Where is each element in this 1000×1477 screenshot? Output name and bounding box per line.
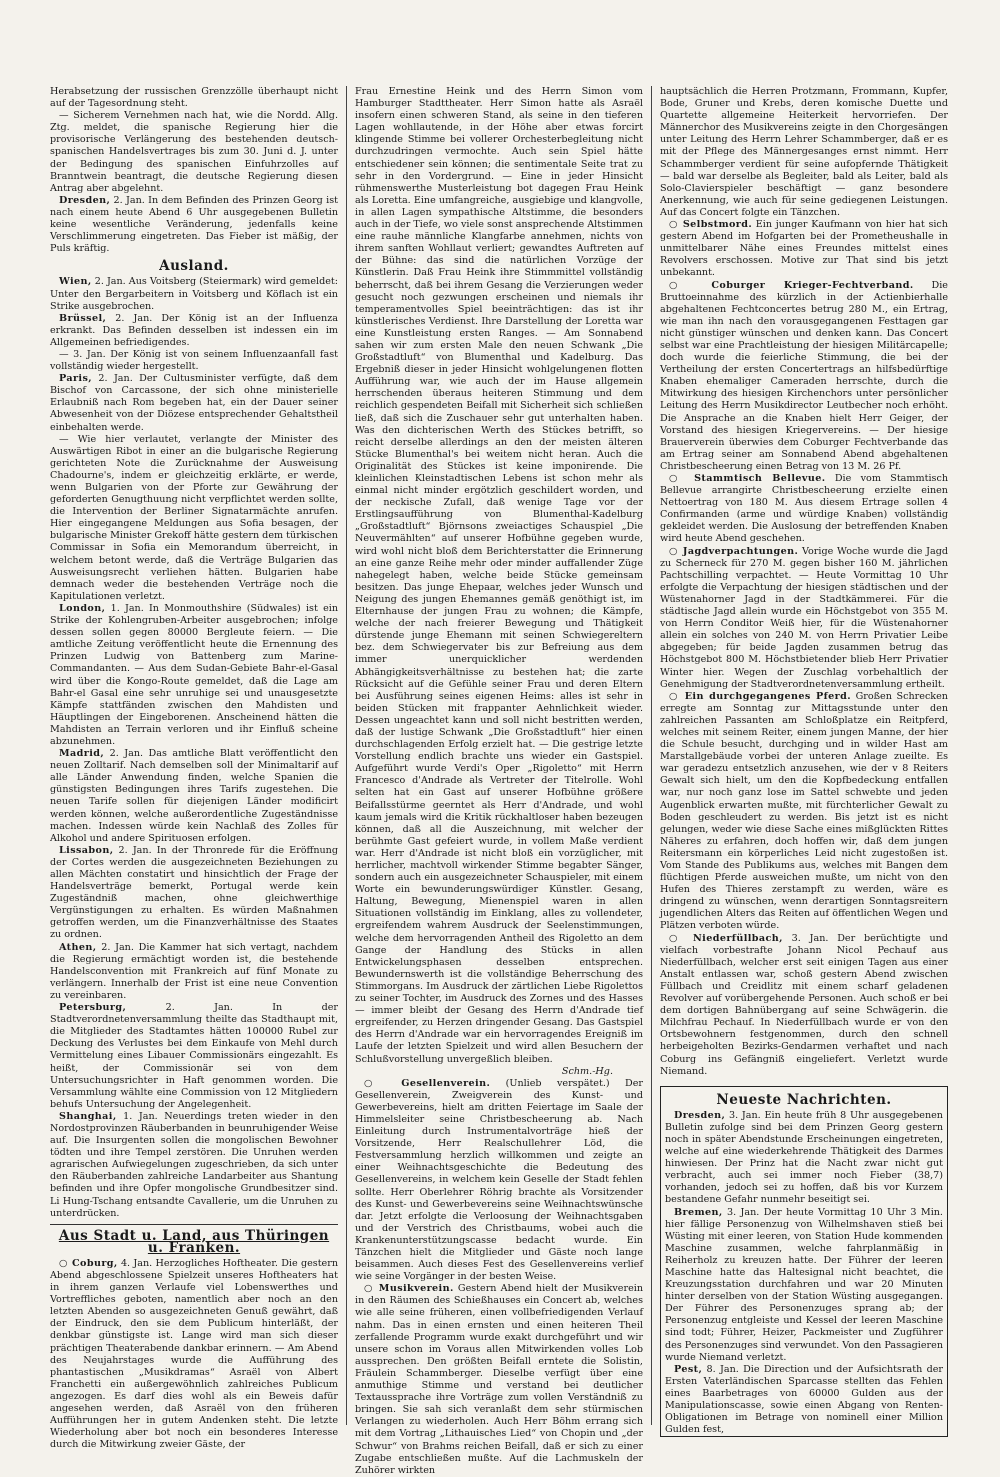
column-divider — [651, 86, 652, 1425]
author-signature: Schm.-Hg. — [561, 1065, 613, 1077]
paragraph — [50, 313, 338, 349]
dateline: Brüssel, — [59, 312, 107, 324]
column-divider — [346, 86, 347, 1425]
dateline: ○ Musikverein. — [364, 1283, 454, 1295]
paragraph — [660, 219, 948, 279]
dateline: ○ Gesellenverein. — [364, 1077, 491, 1089]
paragraph-text: 3. Jan. Der berüchtigte und vielfach vorbestrafte Johann Nicol Pechauf aus Niederfüllbach, welcher erst seit einigen Tagen aus einer Anstalt entlassen war, schoß gestern Abend zwischen Füllbach und Creidlitz mit einem scharf geladenen Revolver auf vorübergehende Personen. Auch schoß er bei dem dortigen Bahnübergang auf seine Schwägerin. die Milchfrau Pechauf. In Niederfüllbach wurde er von den Ortsbewohnern festgenommen, durch den schnell herbeigeholten Bezirks-Gendarmen verhaftet und nach Coburg ins Gefängniß eingeliefert. Verletzt wurde Niemand. — [660, 932, 948, 1077]
dateline: Athen, — [59, 941, 97, 953]
paragraph — [660, 691, 948, 933]
paragraph — [50, 373, 338, 433]
paragraph — [660, 546, 948, 691]
paragraph: — Wie hier verlautet, verlangte der Minister des Auswärtigen Ribot in einer an die bulgarische Regierung gerichteten Note die Zurücknahme der Ausweisung Chadourne's, indem er gleichzeitig erklärte, er werde, wenn Bulgarien von der Pforte zur Gewährung der geforderten Genugthuung nicht verpflichtet werden sollte, die Intervention der Berliner Signatarmächte anrufen. Hier eingegangene Meldungen aus Sofia besagen, der bulgarische Minister Grekoff hätte gestern dem türkischen Commissar in Sofia ein Memorandum überreicht, in welchem betont werde, daß die Verträge Bulgarien das Ausweisungsrecht verliehen hätten. Bulgarien habe demnach weder die bestehenden Verträge noch die Kapitulationen verletzt. — [50, 433, 338, 602]
paragraph — [665, 1207, 943, 1364]
paragraph — [50, 1111, 338, 1220]
paragraph-text: 3. Jan. Der heute Vormittag 10 Uhr 3 Min. hier fällige Personenzug von Wilhelmshaven stieß bei Wüsting mit einer leeren, von Station Hude kommenden Maschine zusammen, welche fahrplanmäßig in Reiherholz zu kreuzen hatte. Der Führer der leeren Maschine hatte das Haltesignal nicht beachtet, die Kreuzungsstation durchfahren und war 20 Minuten hinter derselben von der Station Wüsting ausgegangen. Der Führer des Personenzuges sprang ab; der Personenzug entgleiste und Kessel der leeren Maschine sind todt; Führer, Heizer, Packmeister und Zugführer des Personenzuges sind verwundet. Von den Passagieren wurde Niemand verletzt. — [665, 1206, 943, 1363]
section-heading-neueste: Neueste Nachrichten. — [716, 1091, 892, 1108]
paragraph-text: 2. Jan. Das amtliche Blatt veröffentlicht den neuen Zolltarif. Nach demselben soll der Minimaltarif auf alle Länder Anwendung finden, welche Spanien die günstigsten Bedingungen ihres Tarifs zugestehen. Die neuen Tarife sollen für diejenigen Länder modificirt werden können, welche außerordentliche Zugeständnisse machen. Indessen würde kein Nachlaß des Zolles für Alkohol und andere Spirituosen erfolgen. — [50, 748, 338, 844]
dateline: Petersburg, — [59, 1002, 127, 1014]
paragraph-text: 2. Jan. Der Cultusminister verfügte, daß dem Bischof von Carcassone, der sich ohne ministerielle Erlaubniß nach Rom begeben hat, ein der Dauer seiner Abwesenheit von der Diözese entsprechender Gehaltstheil einbehalten werde. — [50, 373, 338, 433]
paragraph — [665, 1110, 943, 1207]
paragraph: Frau Ernestine Heink und des Herrn Simon vom Hamburger Stadttheater. Herr Simon hatte als Asraël insofern einen schweren Stand, als seine in den tieferen Lagen wohllautende, in der Höhe aber etwas forcirt klingende Stimme bei vollerer Orchesterbegleitung nicht durchzudringen vermochte. Auch sein Spiel hätte entschiedener sein können; die sentimentale Seite trat zu sehr in den Vordergrund. — Eine in jeder Hinsicht rühmenswerthe Musterleistung bot dagegen Frau Heink als Loretta. Eine umfangreiche, ausgiebige und klangvolle, in allen Lagen sympathische Altstimme, die besonders auch in der Tiefe, wo viele sonst ansprechende Altstimmen eine rauhe männliche Klangfarbe annehmen, nichts von ihrem sanften Wohllaut verliert; gewandtes Auftreten auf der Bühne: das sind die natürlichen Vorzüge der Künstlerin. Daß Frau Heink ihre Stimmmittel vollständig beherrscht, daß bei ihrem Gesang die Verzierungen weder gesucht noch gezwungen erscheinen und niemals ihr temperamentvolles Spiel beeinträchtigen: das ist ihr künstlerisches Verdienst. Ihre Darstellung der Loretta war eine Kunstleistung ersten Ranges. — Am Sonnabend sahen wir zum ersten Male den neuen Schwank „Die Großstadtluft“ von Blumenthal und Kadelburg. Das Ergebniß dieser in jeder Hinsicht wohlgelungenen flotten Aufführung war, wie auch der im Hause allgemein herrschenden überaus heiteren Stimmung und dem reichlich gespendeten Beifall mit Sicherheit sich schließen ließ, daß sich die Zuschauer sehr gut unterhalten haben. Was den dichterischen Werth des Stückes betrifft, so reicht derselbe allerdings an den der meisten älteren Stücke Blumenthal's bei weitem nicht heran. Auch die Originalität des Stückes ist keine imponirende. Die kleinlichen Kleinstadtischen Lebens ist schon mehr als einmal nicht minder ergötzlich geschildert worden, und der neckische Zufall, daß wenige Tage vor der Erstlingsaufführung von Blumenthal-Kadelburg „Großstadtluft“ Björnsons zweiactiges Schauspiel „Die Neuvermählten“ auf unserer Hofbühne gegeben wurde, wird wohl nicht bloß dem Berichterstatter die Erinnerung an eine ganze Reihe mehr oder minder auffallender Züge nahegelegt haben, welche beide Stücke gemeinsam besitzen. Das junge Ehepaar, welches jeder Wunsch und Neigung des jungen Ehemannes gemäß genöthigt ist, im Elternhause der jungen Frau zu wohnen; die Kämpfe, welche der nach freierer Bewegung und Thätigkeit dürstende junge Ehemann mit seinen Schwiegereltern bez. dem Schwiegervater bis zur Befreiung aus dem immer unerquicklicher werdenden Abhängigkeitsverhältnisse zu bestehen hat; die zarte Rücksicht auf die Gefühle seiner Frau und deren Eltern bei Ausführung seines eigenen Heims: alles ist sehr in beiden Stücken mit frappanter Aehnlichkeit wieder. Dessen ungeachtet kann und soll nicht bestritten werden, daß der lustige Schwank „Die Großstadtluft“ hier einen durchschlagenden Erfolg erzielt hat. — Die gestrige letzte Vorstellung endlich brachte uns wieder ein Gastspiel. Aufgeführt wurde Verdi's Oper „Rigoletto“ mit Herrn Francesco d'Andrade als Vertreter der Titelrolle. Wohl selten hat ein Gast auf unserer Hofbühne größere Beifallsstürme geerntet als Herr d'Andrade, und wohl kaum jemals wird die Kritik rückhaltloser haben bezeugen können, daß all die Auszeichnung, mit welcher der berühmte Gast gefeiert wurde, in vollem Maße verdient war. Herr d'Andrade ist nicht bloß ein vorzüglicher, mit herrlicher, machtvoll wirkender Stimme begabter Sänger, sondern auch ein ausgezeichneter Schauspieler, mit einem Worte ein bewunderungswürdiger Künstler. Gesang, Haltung, Bewegung, Mienenspiel waren in allen Situationen vollständig im Einklang, alles zu vollendeter, ergreifendem wahrem Ausdruck der Seelenstimmungen, welche dem hervorragenden Antheil des Rigoletto an dem Gange der Handlung des Stücks in allen Entwickelungsphasen desselben entsprechen. Bewundernswerth ist die vollständige Beherrschung des Stimmorgans. Im Ausdruck der zärtlichen Liebe Rigolettos zu seiner Tochter, im Ausdruck des Zornes und des Hasses — immer bleibt der Gesang des Herrn d'Andrade tief ergreifender, zu Herzen dringender Gesang. Das Gastspiel des Herrn d'Andrade war ein hervorragendes Ereigniß im Laufe der letzten Spielzeit und wird allen Besuchern der Schlußvorstellung unvergeßlich bleiben. — [355, 86, 643, 1065]
dateline: Paris, — [59, 373, 93, 385]
dateline: ○ Stammtisch Bellevue. — [669, 473, 826, 484]
paragraph-text: 2. Jan. In der Stadtverordnetenversammlung theilte das Stadthaupt mit, die Mitglieder des Stadtamtes hätten 100000 Rubel zur Deckung des Verlustes bei dem Einkaufe von Mehl durch Vermittelung eines Libauer Commissionärs eingezahlt. Es heißt, der Commissionär sei von dem Untersuchungsrichter in Haft genommen worden. Die Versammlung wählte eine Commission von 12 Mitgliedern behufs Untersuchung der Angelegenheit. — [50, 1002, 338, 1110]
dateline: Madrid, — [59, 748, 105, 760]
dateline: Dresden, — [674, 1109, 726, 1121]
dateline: Shanghai, — [59, 1110, 117, 1122]
paragraph-text: Gestern Abend hielt der Musikverein in den Räumen des Schießhauses ein Concert ab, welches wie alle seine früheren, einen vollbefriedigenden Verlauf nahm. Das in einen ernsten und einen heiteren Theil zerfallende Programm wurde exakt durchgeführt und wir unsere schon im Voraus allen Mitwirkenden volles Lob aussprechen. Den größten Beifall erntete die Solistin, Fräulein Schammberger. Dieselbe verfügt über eine anmuthige Stimme und verstand bei deutlicher Textaussprache ihre Vorträge zum vollen Verständniß zu bringen. Sie sah sich veranlaßt dem sehr stürmischen Verlangen zu wiederholen. Auch Herr Böhm errang sich mit dem Vortrag „Lithauisches Lied“ von Chopin und „der Schwur“ von Brahms reichen Beifall, daß er sich zu einer Zugabe entschließen mußte. Auf die Lachmuskeln der Zuhörer wirkten — [355, 1283, 643, 1476]
paragraph — [660, 933, 948, 1078]
latest-news-box — [660, 1086, 948, 1438]
paragraph-text: 3. Jan. Ein heute früh 8 Uhr ausgegebenen Bulletin zufolge sind bei dem Prinzen Georg gestern noch in später Abendstunde Erscheinungen eingetreten, welche auf eine wiederkehrende Thätigkeit des Darmes hinwiesen. Der Prinz hat die Nacht zwar nicht gut verbracht, auch sei immer noch Fieber (38,7) vorhanden, jedoch sei zu hoffen, daß bis vor Kurzem bestandene Gefahr nunmehr beseitigt sei. — [665, 1109, 943, 1206]
paragraph — [50, 845, 338, 942]
paragraph-text: Großen Schrecken erregte am Sonntag zur Mittagsstunde unter den zahlreichen Passanten am Schloßplatze ein Reitpferd, welches mit seinem Reiter, einem jungen Manne, der hier die Schule besucht, durchging und in wilder Hast am Marstallgebäude vorbei der unteren Anlage zueilte. Es war geradezu entsetzlich anzusehen, wie der v 8 Reiters Gewalt sich hielt, um den die Kopfbedeckung entfallen war, nur noch ganz lose im Sattel schwebte und jeden Augenblick erwarten mußte, mit fürchterlicher Gewalt zu Boden geschleudert zu werden. Bis jetzt ist es nicht gelungen, weder wie diese Sache eines mißglückten Rittes Näheres zu erfahren, doch hoffen wir, daß dem jungen Reitersmann ein körperliches Leid nicht zugestoßen ist. Vom Stande des Publikums aus, welches mit Bangen dem flüchtigen Pferde ausweichen mußte, um nicht von den Hufen des Thieres zerstampft zu werden, wäre es dringend zu wünschen, wenn derartigen Sonntagsreitern jugendlichen Alters das Reiten auf öffentlichen Wegen und Plätzen verboten würde. — [660, 690, 948, 932]
dateline: ○ Jagdverpachtungen. — [669, 545, 799, 557]
paragraph — [50, 1002, 338, 1111]
paragraph — [355, 1078, 643, 1284]
dateline: ○ Ein durchgegangenes Pferd. — [669, 690, 851, 702]
paragraph-text: 8. Jan. Die Direction und der Aufsichtsrath der Ersten Vaterländischen Sparcasse stellten das Fehlen eines Baarbetrages von 60000 Gulden aus der Manipulationscasse, sowie einen Abgang von Renten-Obligationen im Betrage von nominell einer Million Gulden fest, — [665, 1363, 943, 1436]
paragraph-text: 4. Jan. Herzogliches Hoftheater. Die gestern Abend abgeschlossene Spielzeit unseres Hoftheaters hat in ihrem ganzen Verlaufe viel Lobenswerthes und Vortreffliches geboten, namentlich aber noch an den letzten Abenden so ausgezeichneten Genuß gewährt, daß der Eindruck, den sie dem Publicum hinterläßt, der denkbar günstigste ist. Lange wird man sich dieser prächtigen Theaterabende dankbar erinnern. — Am Abend des Neujahrstages wurde die Aufführung des phantastischen „Musikdramas“ Asraël von Albert Franchetti ein außergewöhnlich zahlreiches Publicum angezogen. Es darf dies wohl als ein Beweis dafür angesehen werden, daß Asraël von den früheren Aufführungen her in gutem Andenken steht. Die letzte Wiederholung aber bot noch ein besonderes Interesse durch die Mitwirkung zweier Gäste, der — [50, 1257, 338, 1451]
paragraph — [50, 1258, 338, 1452]
paragraph-text: Ein junger Kaufmann von hier hat sich gestern Abend im Hofgarten bei der Prometheushalle in unmittelbarer Nähe eines Freundes mittelst eines Revolvers erschossen. Motive zur That sind bis jetzt unbekannt. — [660, 219, 948, 279]
paragraph: hauptsächlich die Herren Protzmann, Frommann, Kupfer, Bode, Gruner und Krebs, deren komische Duette und Quartette allgemeine Heiterkeit hervorriefen. Der Männerchor des Musikvereins zeigte in den Chorgesängen unter Leitung des Herrn Lehrer Schammberger, daß er es mit der Pflege des Männergesanges ernst nimmt. Herr Schammberger verdient für seine aufopfernde Thätigkeit — bald war derselbe als Begleiter, bald als Leiter, bald als Solo-Clavierspieler beschäftigt — ganz besondere Anerkennung, wie auch für seine gediegenen Leistungen. Auf das Concert folgte ein Tänzchen. — [660, 86, 948, 218]
dateline: Wien, — [59, 276, 92, 288]
dateline: Bremen, — [674, 1206, 723, 1218]
dateline: Dresden, — [59, 194, 111, 206]
paragraph-text: 2. Jan. Aus Voitsberg (Steiermark) wird gemeldet: Unter den Bergarbeitern in Voitsberg und Köflach ist ein Strike ausgebrochen. — [50, 276, 338, 312]
paragraph: Herabsetzung der russischen Grenzzölle überhaupt nicht auf der Tagesordnung steht. — [50, 86, 338, 110]
paragraph-text: 1. Jan. Neuerdings treten wieder in den Nordostprovinzen Räuberbanden in beunruhigender Weise auf. Die Insurgenten sollen die mongolischen Bewohner tödten und ihre Tempel zerstören. Die Unruhen werden agrarischen Aufwiegelungen zugeschrieben, da sich unter den Räuberbanden zahlreiche Landarbeiter aus Shantung befinden und ihre Opfer mongolische Grundbesitzer sind. Li Hung-Tschang entsandte Cavallerie, um die Unruhen zu unterdrücken. — [50, 1110, 338, 1219]
paragraph-text: 1. Jan. In Monmouthshire (Südwales) ist ein Strike der Kohlengruben-Arbeiter ausgebrochen; infolge dessen sollen gegen 80000 Bergleute feiern. — Die amtliche Zeitung veröffentlicht heute die Ernennung des Prinzen Ludwig von Battenberg zum Marine-Commandanten. — Aus dem Sudan-Gebiete Bahr-el-Gasal wird über die Kongo-Route gemeldet, daß die Lage am Bahr-el Gasal eine sehr unruhige sei und unausgesetzte Kämpfe stattfänden zwischen den Mahdisten und Häuptlingen der Eingeborenen. Anscheinend hätten die Mahdisten an Terrain verloren und ihr Einfluß scheine abzunehmen. — [50, 602, 338, 747]
paragraph-text: Die vom Stammtisch Bellevue arrangirte Christbescheerung erzielte einen Nettoertrag von 180 M. Aus diesem Ertrage sollen 4 Confirmanden (arme und würdige Knaben) vollständig gekleidet werden. Die Auslosung der betreffenden Knaben wird heute Abend geschehen. — [660, 473, 948, 545]
dateline: ○ Coburger Krieger-Fechtverband. — [669, 279, 914, 291]
paragraph — [665, 1364, 943, 1437]
paragraph: — Sicherem Vernehmen nach hat, wie die Nordd. Allg. Ztg. meldet, die spanische Regierung hier die provisorische Verlängerung des bestehenden deutsch-spanischen Handelsvertrages bis zum 30. Juni d. J. unter der Bedingung des spanischen Einfuhrzolles auf Branntwein beantragt, die deutsche Regierung diesen Antrag aber abgelehnt. — [50, 110, 338, 194]
dateline: ○ Coburg, — [59, 1257, 118, 1269]
column-2 — [349, 86, 649, 1476]
paragraph — [50, 603, 338, 748]
paragraph — [660, 280, 948, 474]
paragraph-text: 2. Jan. Die Kammer hat sich vertagt, nachdem die Regierung ermächtigt worden ist, die bestehende Handelsconvention mit Frankreich auf fünf Monate zu verlängern. Innerhalb der Frist ist eine neue Convention zu vereinbaren. — [50, 941, 338, 1001]
column-3 — [654, 86, 954, 1436]
divider — [50, 1224, 338, 1225]
section-heading-ausland: Ausland. — [159, 258, 229, 275]
dateline: ○ Niederfüllbach, — [669, 932, 783, 944]
dateline: Pest, — [674, 1363, 703, 1375]
dateline: London, — [59, 602, 106, 614]
paragraph-text: Vorige Woche wurde die Jagd zu Scherneck für 270 M. gegen bisher 160 M. jährlichen Pachtschilling verpachtet. — Heute Vormittag 10 Uhr erfolgte die Verpachtung der hiesigen städtischen und der Wüstenahorner Jagd in der Stadtkämmerei. Für die städtische Jagd allein wurde ein Höchstgebot von 355 M. von Herrn Conditor Weiß hier, für die Wüstenahorner allein ein solches von 240 M. von Herrn Privatier Leibe abgegeben; für beide Jagden zusammen betrug das Höchstgebot 800 M. Höchstbietender blieb Herr Privatier Winter hier. Wegen der Zuschlag vorbehaltlich der Genehmigung der Stadtverordnetenversammlung ertheilt. — [660, 545, 948, 690]
paragraph-text: 2. Jan. In dem Befinden des Prinzen Georg ist nach einem heute Abend 6 Uhr ausgegebenen Bulletin keine wesentliche Veränderung, jedenfalls keine Verschlimmerung eingetreten. Das Fieber ist mäßig, der Puls kräftig. — [50, 194, 338, 255]
paragraph-text: 2. Jan. In der Thronrede für die Eröffnung der Cortes werden die ausgezeichneten Beziehungen zu allen Mächten constatirt und hinsichtlich der Frage der Handelsverträge bemerkt, Portugal werde kein Zugeständniß machen, ohne gleichwerthige Vergünstigungen zu erhalten. Es würden Maßnahmen getroffen werden, um die Finanzverhältnisse des Staates zu ordnen. — [50, 844, 338, 941]
paragraph — [50, 276, 338, 312]
paragraph-text: (Unlieb verspätet.) Der Gesellenverein, Zweigverein des Kunst- und Gewerbevereins, hielt am dritten Feiertage im Saale der Himmelsleiter seine Christbescheerung ab. Nach Einleitung durch Instrumentalvorträge hieß der Vorsitzende, Herr Realschullehrer Löd, die Festversammlung herzlich willkommen und zeigte an einer Weihnachtsgeschichte die Bedeutung des Gesellenvereins, in welchem kein Geselle der Stadt fehlen sollte. Herr Oberlehrer Röhrig brachte als Vorsitzender des Kunst- und Gewerbevereins seine Weihnachtswünsche dar. Jetzt erfolgte die Verloosung der Weihnachtsgaben und der Verstrich des Christbaums, wobei auch die Krankenunterstützungscasse bedacht wurde. Ein Tänzchen hielt die Mitglieder und Gäste noch lange beisammen. Auch dieses Fest des Gesellenvereins verlief wie seine Vorgänger in der besten Weise. — [355, 1077, 643, 1283]
paragraph — [50, 942, 338, 1002]
dateline: Lissabon, — [59, 844, 114, 856]
section-heading-stadt-land: Aus Stadt u. Land, aus Thüringen u. Franken. — [58, 1227, 330, 1256]
column-1 — [44, 86, 344, 1451]
paragraph-text: 2. Jan. Der König ist an der Influenza erkrankt. Das Befinden desselben ist indessen ein im Allgemeinen befriedigendes. — [50, 312, 338, 348]
paragraph — [50, 748, 338, 845]
columns — [44, 86, 986, 1476]
paragraph — [50, 195, 338, 255]
dateline: ○ Selbstmord. — [669, 219, 753, 231]
paragraph — [355, 1283, 643, 1477]
paragraph-text: Die Bruttoeinnahme des kürzlich in der Actienbierhalle abgehaltenen Fechtconcertes betrug 280 M., ein Ertrag, wie man ihn nach den vorausgegangenen Festtagen gar nicht günstiger wünschen und denken kann. Das Concert selbst war eine Prachtleistung der hiesigen Militärcapelle; doch wurde die feierliche Stimmung, die bei der Vertheilung der ersten Concertertrags an hilfsbedürftige Knaben ehemaliger Cameraden herrschte, durch die Mitwirkung des hiesigen Kirchenchors unter persönlicher Leitung des Herrn Musikdirector Leutbecher noch erhöht. Die Ansprache an die Knaben hielt Herr Geiger, der Vorstand des hiesigen Kriegervereins. — Der hiesige Brauerverein überwies dem Coburger Fechtverbande das am Ertrag seiner am Sonnabend Abend abgehaltenen Christbescheerung einen Betrag von 13 M. 26 Pf. — [660, 279, 948, 472]
paragraph: — 3. Jan. Der König ist von seinem Influenzaanfall fast vollständig wieder hergestellt. — [50, 348, 338, 373]
paragraph — [660, 473, 948, 546]
